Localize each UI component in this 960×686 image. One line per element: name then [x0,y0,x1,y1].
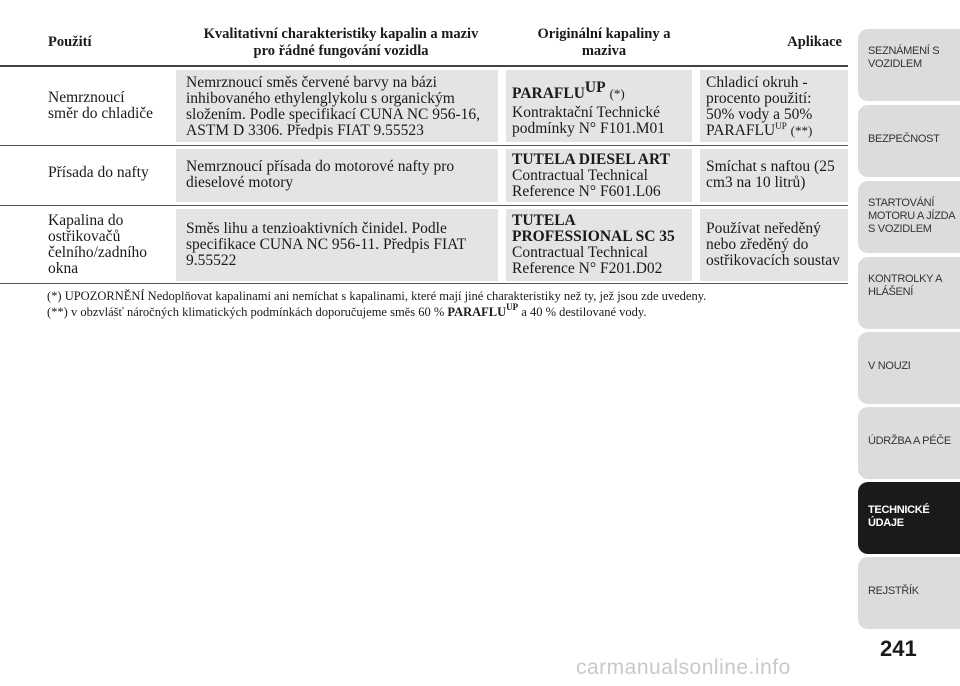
header-characteristics [176,26,506,60]
cell-text: Contractual Technical [512,244,648,261]
cell-text: inhibovaného ethylenglykolu s organickým [186,90,455,107]
cell-application [700,70,848,142]
cell-text: Používat neředěný [706,220,821,237]
cell-characteristics [176,209,498,281]
footnote-text: (**) v obzvlášť náročných klimatických podmínkách doporučujeme směs 60 % [47,305,445,319]
cell-characteristics [176,70,498,142]
sidebar-tab-technical-data[interactable] [858,482,960,554]
footnote-mixture [47,304,847,320]
table-row [0,209,848,281]
tab-label: ÚDAJE [868,517,904,529]
cell-use [48,149,176,202]
sidebar-tab-introduction[interactable] [858,29,960,101]
product-name: PROFESSIONAL SC 35 [512,228,675,245]
cell-text: Reference N° F201.D02 [512,260,663,277]
cell-application [700,149,848,202]
cell-text: Nemrznoucí směs červené barvy na bázi [186,74,437,91]
cell-text: Kontraktační Technické [512,104,660,121]
tab-label: S VOZIDLEM [868,223,932,235]
app-mark: (**) [790,123,813,138]
cell-text: podmínky N° F101.M01 [512,120,666,137]
cell-text: cm3 na 10 litrů) [706,174,806,191]
sidebar-tab-maintenance[interactable] [858,407,960,479]
cell-text: PARAFLU [706,122,776,139]
cell-text: Smíchat s naftou (25 [706,158,835,175]
tab-label: ÚDRŽBA A PÉČE [868,435,951,447]
cell-text: Kapalina do [48,212,124,229]
cell-text: směr do chladiče [48,105,154,122]
cell-text: Chladicí okruh - [706,74,808,91]
cell-text: Nemrznoucí přísada do motorové nafty pro [186,158,455,175]
table-row [0,70,848,142]
product-name: PARAFLU [512,85,585,102]
sidebar-tab-emergency[interactable] [858,332,960,404]
sidebar-tab-safety[interactable] [858,105,960,177]
sidebar-tab-starting-driving[interactable] [858,181,960,253]
header-use: Použití [48,34,92,50]
cell-text: dieselové motory [186,174,294,191]
cell-text: ostřikovačů [48,228,121,245]
tab-label: HLÁŠENÍ [868,286,913,298]
watermark: carmanualsonline.info [576,656,791,679]
cell-characteristics [176,149,498,202]
tab-label: STARTOVÁNÍ [868,197,935,209]
header-application [700,34,848,51]
cell-text: Přísada do nafty [48,164,149,181]
table-header [0,0,848,70]
header-original-line1: Originální kapaliny a [537,26,671,42]
footnote-warning: (*) UPOZORNĚNÍ Nedoplňovat kapalinami ani nemíchat s kapalinami, které mají jiné charakteristiky než ty, jež jsou zde uvedeny. [47,289,707,303]
tab-label: MOTORU A JÍZDA [868,210,956,222]
cell-application [700,209,848,281]
cell-text: okna [48,260,79,277]
tab-label: KONTROLKY A [868,273,943,285]
tab-label: TECHNICKÉ [868,504,930,516]
sidebar-tab-warning-lights[interactable] [858,257,960,329]
cell-text: čelního/zadního [48,244,147,261]
header-original [508,26,700,60]
tab-label: BEZPEČNOST [868,133,940,145]
header-original-line2: maziva [581,43,627,59]
cell-text: procento použití: [706,90,812,107]
cell-original [506,70,692,142]
footnote-text: a 40 % destilované vody. [521,305,647,319]
tab-label: SEZNÁMENÍ S [868,45,940,57]
cell-text: ASTM D 3306. Předpis FIAT 9.55523 [186,122,424,139]
cell-original [506,149,692,202]
app-sup: UP [775,121,787,131]
cell-text: nebo zředěný do [706,236,809,253]
header-application-label: Aplikace [787,34,842,50]
page-number: 241 [880,636,917,661]
product-name: TUTELA [512,212,576,229]
product-name: TUTELA DIESEL ART [512,151,670,168]
cell-text: 50% vody a 50% [706,106,813,123]
header-characteristics-line2: pro řádné fungování vozidla [253,43,429,59]
product-sup: UP [584,79,606,96]
cell-text: 9.55522 [186,252,237,269]
cell-text: Směs lihu a tenzioaktivních činidel. Podle [186,220,447,237]
row-rule [0,145,848,146]
cell-use [48,70,176,142]
footnote-product: PARAFLU [447,305,507,319]
header-rule [0,65,848,67]
cell-text: ostřikovacích soustav [706,252,840,269]
cell-use [48,209,176,281]
tab-label: VOZIDLEM [868,58,922,70]
header-characteristics-line1: Kvalitativní charakteristiky kapalin a maziv [203,26,479,42]
cell-text: Contractual Technical [512,167,648,184]
cell-text: Nemrznoucí [48,89,125,106]
sidebar-tab-index[interactable] [858,557,960,629]
row-rule [0,283,848,284]
footnote-sup: UP [506,302,519,312]
cell-text: specifikace CUNA NC 956-11. Předpis FIAT [186,236,467,253]
table-row [0,149,848,202]
product-mark: (*) [609,86,625,101]
tab-label: V NOUZI [868,360,911,372]
tab-label: REJSTŘÍK [868,585,919,597]
cell-original [506,209,692,281]
cell-text: složením. Podle specifikací CUNA NC 956-16, [186,106,481,123]
row-rule [0,205,848,206]
cell-text: Reference N° F601.L06 [512,183,661,200]
